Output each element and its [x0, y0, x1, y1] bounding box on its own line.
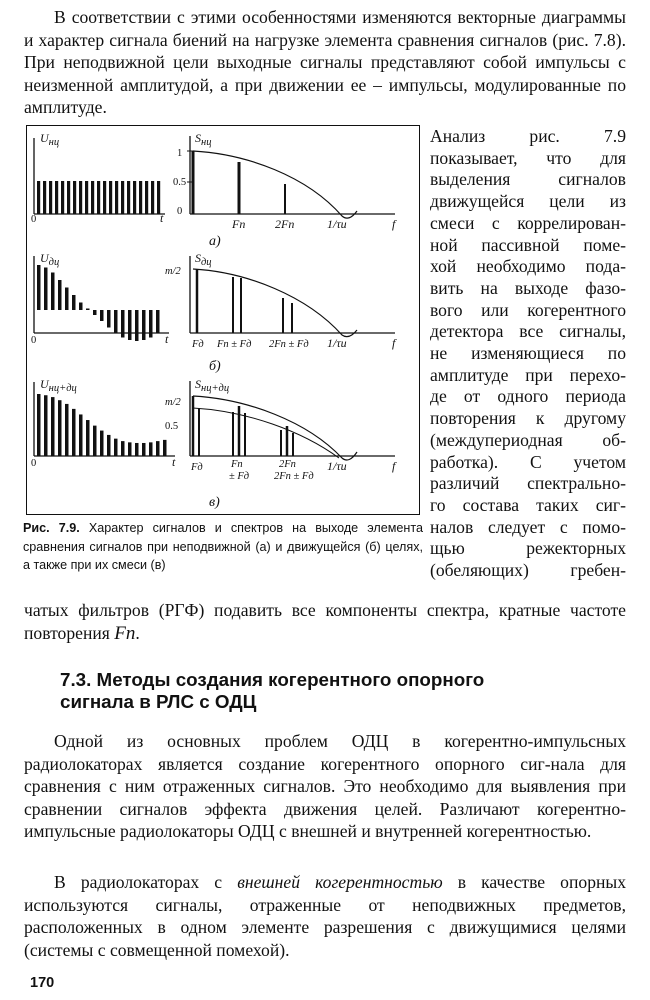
- pulse-bar: [86, 420, 90, 456]
- pulses-a: [37, 181, 160, 214]
- svg-text:0: 0: [31, 335, 37, 346]
- pulse-bar: [51, 273, 55, 311]
- pulse-bar: [156, 441, 160, 456]
- axis-s-mix: Sнц+дц: [195, 377, 230, 394]
- svg-text:± Fд: ± Fд: [229, 471, 250, 482]
- side-line: Анализ рис. 7.9: [430, 126, 626, 146]
- pulse-bar: [107, 310, 111, 328]
- axis-u-nc: Uнц: [40, 131, 60, 148]
- side-line: не изменяющиеся по: [430, 343, 626, 364]
- pulse-bar: [128, 310, 132, 340]
- side-line: (обеляющих) гребен-: [430, 560, 626, 581]
- axis-s-dc: Sдц: [195, 251, 212, 268]
- side-line: налов следует с помо-: [430, 516, 626, 537]
- pulse-bar: [61, 181, 64, 214]
- panel-b: [31, 251, 397, 374]
- pulse-bar: [128, 442, 132, 456]
- pulse-bar: [114, 310, 118, 333]
- pulse-bar: [49, 181, 52, 214]
- caption-label: Рис. 7.9.: [23, 521, 80, 535]
- pulse-bar: [157, 181, 160, 214]
- pulse-bar: [44, 395, 48, 456]
- svg-text:f: f: [392, 217, 396, 231]
- pulse-bar: [151, 181, 154, 214]
- svg-text:1: 1: [177, 148, 183, 159]
- side-line: показывает, что для: [430, 147, 626, 168]
- panel-a: [31, 131, 397, 249]
- side-line: повторения к другому: [430, 408, 626, 429]
- svg-text:1/τи: 1/τи: [327, 459, 347, 473]
- side-line: детектора все сигналы,: [430, 321, 626, 342]
- svg-text:0.5: 0.5: [165, 421, 179, 432]
- side-line: смеси с коррелирован-: [430, 212, 626, 233]
- pulse-bar: [109, 181, 112, 214]
- svg-text:0: 0: [31, 458, 37, 469]
- svg-text:f: f: [392, 459, 396, 473]
- svg-text:m/2: m/2: [165, 397, 181, 408]
- t-a: t: [160, 211, 164, 225]
- side-line: де от одного периода: [430, 386, 626, 407]
- svg-text:t: t: [172, 455, 176, 469]
- svg-text:0: 0: [177, 206, 183, 217]
- side-line: различий спектрально-: [430, 473, 626, 494]
- svg-text:m/2: m/2: [165, 266, 181, 277]
- pulse-bar: [43, 181, 46, 214]
- svg-text:2Fп: 2Fп: [275, 217, 295, 231]
- pulse-bar: [149, 310, 153, 338]
- caption-text: Характер сигналов и спектров на выходе элемента сравнения сигналов при неподвижной (а) и движущейся (б) целях, а также при их смеси (в): [23, 521, 423, 572]
- pulse-bar: [72, 295, 76, 310]
- svg-text:1/τи: 1/τи: [327, 336, 347, 350]
- svg-text:2Fп ± Fд: 2Fп ± Fд: [269, 339, 309, 350]
- pulse-bar: [79, 414, 83, 456]
- pulse-bar: [85, 181, 88, 214]
- side-line: вить на выходе фазо-: [430, 277, 626, 298]
- side-text: [430, 126, 626, 582]
- figure-svg: [27, 126, 421, 516]
- page-number: 170: [30, 975, 55, 991]
- axis-u-mix: Uнц+дц: [40, 377, 77, 394]
- pulse-bar: [65, 404, 69, 456]
- figure-caption: [23, 519, 423, 575]
- paragraph-2: В радиолокаторах с внешней когерентностью в качестве опорных используются сигналы, отраженные от неподвижных предметов, расположенных в одном элементе разрешения с движущимися целями (системы с совмещенной помехой).: [24, 872, 627, 960]
- pulse-bar: [121, 181, 124, 214]
- pulse-bar: [142, 310, 146, 340]
- panel-c-label: в): [209, 495, 220, 510]
- pulse-bar: [114, 439, 118, 456]
- pulse-bar: [149, 442, 153, 456]
- side-line: амплитуде при перехо-: [430, 364, 626, 385]
- pulse-bar: [86, 309, 90, 311]
- pulse-bar: [135, 443, 139, 456]
- zero-a: 0: [31, 214, 37, 225]
- side-line: работка). С учетом: [430, 451, 626, 472]
- svg-text:Fп: Fп: [232, 217, 246, 231]
- pulse-bar: [58, 400, 62, 456]
- svg-text:f: f: [392, 336, 396, 350]
- pulse-bar: [135, 310, 139, 341]
- svg-text:Fд: Fд: [191, 462, 203, 473]
- pulse-bar: [127, 181, 130, 214]
- pulse-bar: [97, 181, 100, 214]
- paragraph-1: Одной из основных проблем ОДЦ в когерентно-импульсных радиолокаторах является создание когерентного опорного сиг-нала для сравнения с ним отраженных сигналов. Это необходимо для выявления при сравнении сигналов эффекта движения целей. Различают когерентно-импульсные радиолокаторы ОДЦ с внешней и внутренней когерентностью.: [24, 731, 626, 842]
- side-line: щью режекторных: [430, 538, 626, 559]
- pulse-bar: [51, 397, 55, 456]
- pulse-bar: [133, 181, 136, 214]
- pulse-bar: [139, 181, 142, 214]
- pulse-bar: [115, 181, 118, 214]
- pulses-c: [37, 394, 167, 456]
- pulse-bar: [37, 394, 41, 456]
- side-line: вого или когерентного: [430, 299, 626, 320]
- side-line: выделения сигналов: [430, 169, 626, 190]
- pulse-bar: [100, 431, 104, 456]
- pulse-bar: [73, 181, 76, 214]
- pulse-bar: [156, 310, 160, 333]
- svg-text:Fд: Fд: [192, 339, 204, 350]
- axis-s-nc: Sнц: [195, 131, 212, 148]
- pulse-bar: [91, 181, 94, 214]
- section-heading: 7.3. Методы создания когерентного опорного сигнала в РЛС с ОДЦ: [60, 669, 485, 712]
- pulses-b: [37, 265, 160, 341]
- side-line: хой необходимо пода-: [430, 256, 626, 277]
- figure-7-9: [26, 125, 420, 515]
- pulse-bar: [67, 181, 70, 214]
- pulse-bar: [79, 181, 82, 214]
- svg-text:Fп ± Fд: Fп ± Fд: [217, 339, 252, 350]
- pulse-bar: [163, 440, 167, 456]
- side-line: го состава таких сиг-: [430, 494, 626, 515]
- side-line: (междупериодная об-: [430, 429, 626, 450]
- emphasis: внешней когерентностью: [237, 872, 443, 892]
- axis-u-dc: Uдц: [40, 251, 60, 268]
- pulse-bar: [79, 303, 83, 311]
- panel-c: [31, 377, 397, 510]
- pulse-bar: [37, 265, 41, 310]
- svg-text:0.5: 0.5: [173, 177, 187, 188]
- side-line: ной пассивной поме-: [430, 234, 626, 255]
- pulse-bar: [37, 181, 40, 214]
- pulse-bar: [145, 181, 148, 214]
- panel-b-label: б): [209, 359, 221, 374]
- pulse-bar: [107, 435, 111, 456]
- pulse-bar: [44, 268, 48, 311]
- pulse-bar: [103, 181, 106, 214]
- pulse-bar: [100, 310, 104, 321]
- pulse-bar: [65, 288, 69, 311]
- pulse-bar: [93, 310, 97, 315]
- intro-paragraph: В соответствии с этими особенностями изменяются векторные диаграммы и характер сигнала биений на нагрузке элемента сравнения сигналов (рис. 7.8). При неподвижной цели выходные сигналы представляют собой импульсы с неизменной амплитудой, а при движении ее – импульсы, модулированные по амплитуде.: [24, 7, 626, 118]
- continuation-paragraph: чатых фильтров (РГФ) подавить все компоненты спектра, кратные частоте повторения Fп.: [24, 600, 626, 644]
- pulse-bar: [93, 426, 97, 456]
- pulse-bar: [72, 409, 76, 456]
- pulse-bar: [121, 441, 125, 456]
- side-line: движущейся цели из: [430, 191, 626, 212]
- pulse-bar: [58, 280, 62, 310]
- pulse-bar: [142, 443, 146, 456]
- pulse-bar: [55, 181, 58, 214]
- svg-text:t: t: [165, 332, 169, 346]
- svg-text:2Fп: 2Fп: [279, 459, 296, 470]
- svg-text:Fп: Fп: [231, 459, 243, 470]
- panel-a-label: а): [209, 234, 221, 249]
- svg-text:1/τи: 1/τи: [327, 217, 347, 231]
- pulse-bar: [121, 310, 125, 338]
- continuation-symbol: Fп: [114, 622, 136, 644]
- svg-text:2Fп ± Fд: 2Fп ± Fд: [274, 471, 314, 482]
